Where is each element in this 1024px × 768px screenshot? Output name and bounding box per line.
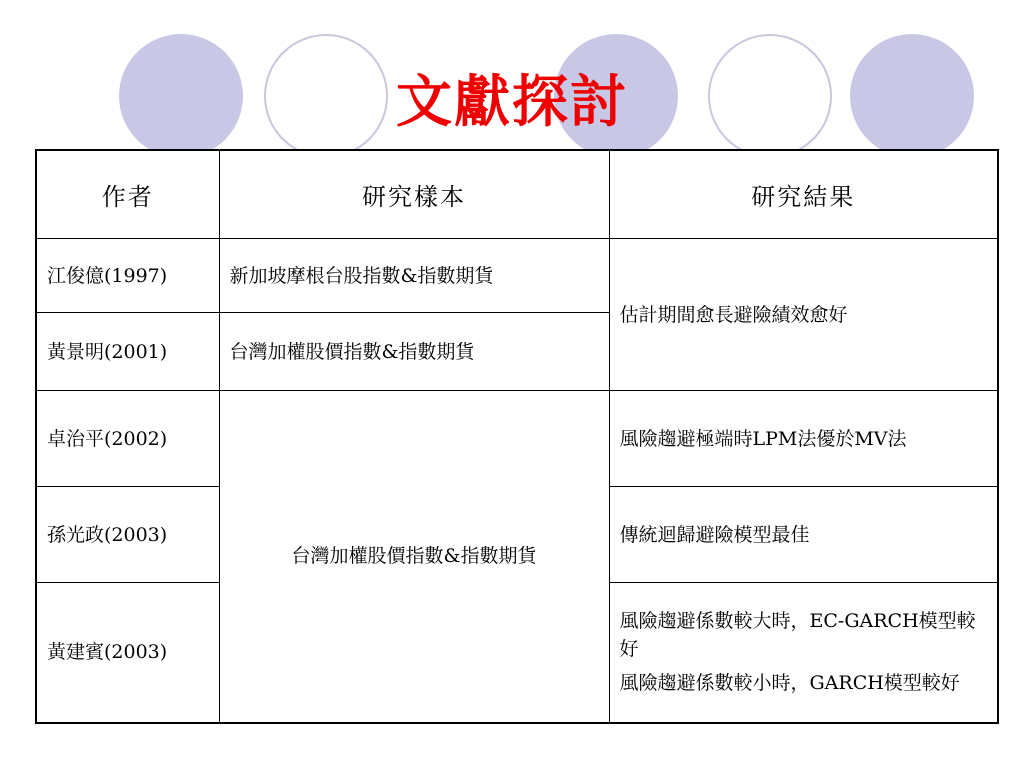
result-cell-multi	[609, 583, 998, 723]
literature-table	[35, 149, 999, 724]
result-line: 風險趨避係數較小時，GARCH模型較好	[619, 672, 960, 695]
sample-cell: 新加坡摩根台股指數&指數期貨	[219, 239, 609, 313]
author-cell: 孫光政(2003)	[36, 487, 219, 583]
author-cell: 黃建賓(2003)	[36, 583, 219, 723]
result-cell-merged: 估計期間愈長避險績效愈好	[609, 239, 998, 391]
result-cell: 傳統迴歸避險模型最佳	[609, 487, 998, 583]
header-sample: 研究樣本	[219, 150, 609, 239]
author-cell: 黃景明(2001)	[36, 313, 219, 391]
table-row	[36, 239, 998, 313]
sample-cell: 台灣加權股價指數&指數期貨	[219, 313, 609, 391]
sample-cell-merged: 台灣加權股價指數&指數期貨	[219, 391, 609, 723]
author-cell: 江俊億(1997)	[36, 239, 219, 313]
slide-title: 文獻探討	[396, 69, 628, 135]
table-header-row	[36, 150, 998, 239]
result-line: 風險趨避係數較大時，EC-GARCH模型較好	[619, 610, 976, 661]
result-cell: 風險趨避極端時LPM法優於MV法	[609, 391, 998, 487]
header-author: 作者	[36, 150, 219, 239]
author-cell: 卓治平(2002)	[36, 391, 219, 487]
header-result: 研究結果	[609, 150, 998, 239]
table-row	[36, 391, 998, 487]
